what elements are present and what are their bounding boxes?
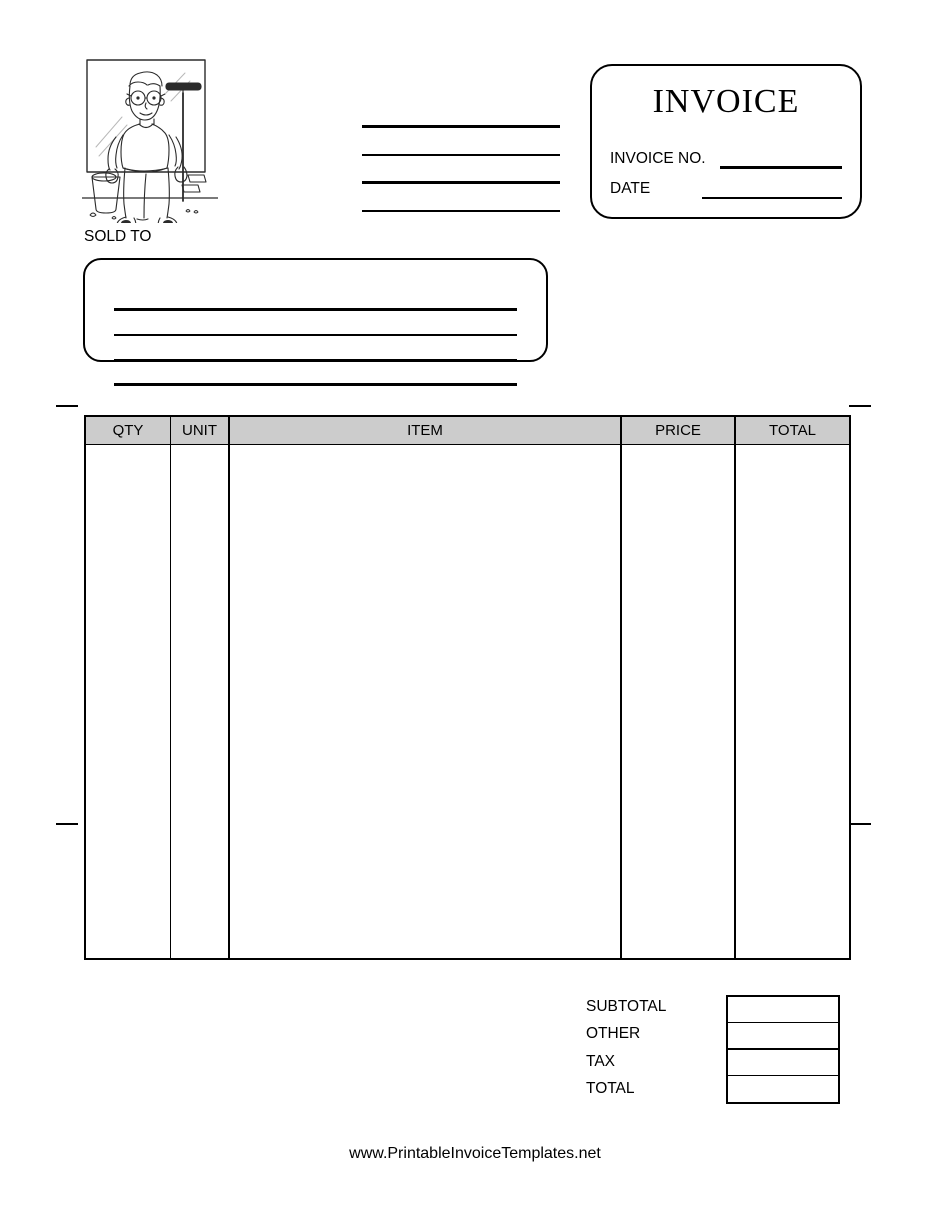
column-header-item: ITEM <box>229 416 621 445</box>
company-line-4[interactable] <box>362 184 560 212</box>
window-cleaner-illustration <box>82 55 218 223</box>
sold-to-box <box>83 258 548 362</box>
totals-section <box>586 993 840 1106</box>
totals-label-subtotal: SUBTOTAL <box>586 998 667 1015</box>
table-header-row <box>85 416 850 445</box>
cell-item[interactable] <box>229 445 621 960</box>
crop-mark-middle-left <box>56 823 78 825</box>
invoice-number-rule[interactable] <box>720 166 842 169</box>
crop-mark-middle-right <box>849 823 871 825</box>
crop-mark-top-left <box>56 405 78 407</box>
invoice-number-label: INVOICE NO. <box>610 149 706 167</box>
totals-value-total[interactable] <box>728 1076 838 1102</box>
totals-label-tax: TAX <box>586 1052 615 1070</box>
footer-website[interactable]: www.PrintableInvoiceTemplates.net <box>349 1145 601 1162</box>
column-header-unit: UNIT <box>171 416 230 445</box>
totals-value-other[interactable] <box>728 1023 838 1049</box>
table-entry-row <box>85 445 850 960</box>
sold-to-line-4[interactable] <box>114 361 517 386</box>
company-info-lines <box>362 100 560 212</box>
cell-unit[interactable] <box>171 445 230 960</box>
totals-label-other: OTHER <box>586 1025 641 1043</box>
invoice-header-box <box>590 64 862 219</box>
company-line-1[interactable] <box>362 100 560 128</box>
column-header-total: TOTAL <box>735 416 850 445</box>
sold-to-line-3[interactable] <box>114 336 517 361</box>
invoice-date-label: DATE <box>610 179 651 197</box>
invoice-date-rule[interactable] <box>702 197 842 199</box>
invoice-date-field[interactable] <box>610 169 842 199</box>
column-header-qty: QTY <box>85 416 171 445</box>
totals-labels <box>586 993 721 1102</box>
totals-value-tax[interactable] <box>728 1050 838 1076</box>
totals-label-total: TOTAL <box>586 1079 635 1097</box>
invoice-number-field[interactable] <box>610 139 842 169</box>
company-line-3[interactable] <box>362 156 560 184</box>
invoice-title: INVOICE <box>652 83 800 120</box>
cell-qty[interactable] <box>85 445 171 960</box>
sold-to-line-1[interactable] <box>114 260 517 311</box>
sold-to-label: SOLD TO <box>84 228 152 245</box>
sold-to-line-2[interactable] <box>114 311 517 336</box>
column-header-price: PRICE <box>621 416 735 445</box>
crop-mark-top-right <box>849 405 871 407</box>
line-items-table <box>84 415 851 960</box>
cell-price[interactable] <box>621 445 735 960</box>
company-line-2[interactable] <box>362 128 560 156</box>
totals-value-subtotal[interactable] <box>728 997 838 1023</box>
totals-value-boxes <box>726 995 840 1104</box>
cell-total[interactable] <box>735 445 850 960</box>
